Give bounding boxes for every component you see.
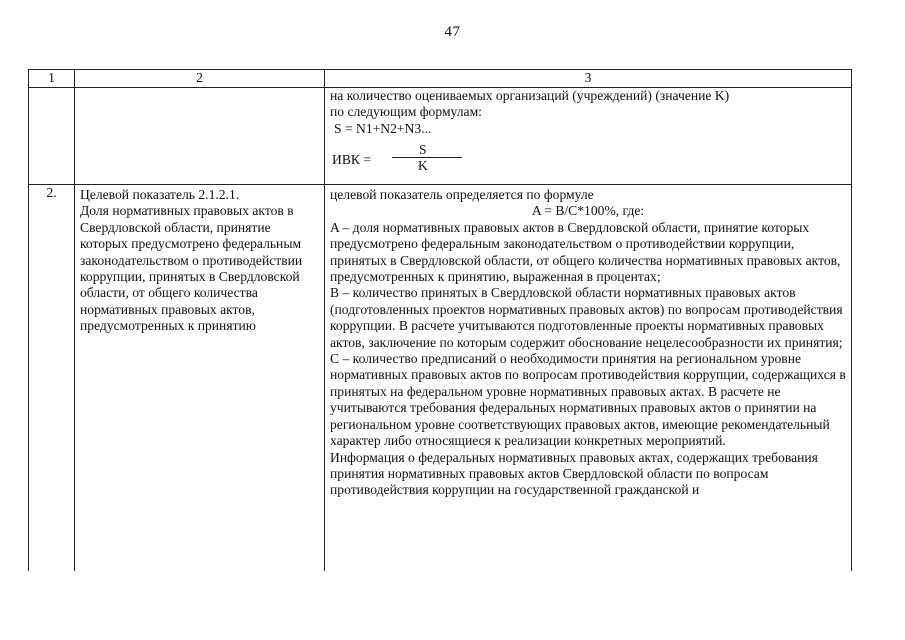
fraction-lhs: ИВК =	[332, 152, 372, 168]
indicator-table	[28, 69, 852, 571]
continuation-method-cell	[325, 88, 852, 185]
calculation-method-cell	[325, 185, 852, 572]
continuation-indicator-cell	[75, 88, 325, 185]
indicator-title: Целевой показатель 2.1.2.1.	[80, 187, 240, 202]
main-formula: A = B/C*100%, где:	[531, 203, 645, 219]
column-header-3: 3	[325, 70, 852, 88]
fraction-numerator: S	[419, 142, 427, 158]
indicator-description: Доля нормативных правовых актов в Свердловской области, принятие которых предусмотрено федеральным законодательством о противодействии коррупции, принятых в Свердловской области, от общего количества нормативных правовых актов, предусмотренных к принятию	[80, 203, 303, 334]
definition-a: A – доля нормативных правовых актов в Свердловской области, принятие которых предусмотрено федеральным законодательством о противодействии коррупции, принятых в Свердловской области, от общего количества нормативных правовых актов, предусмотренных к принятию, выраженная в процентах;	[330, 219, 841, 285]
federal-acts-information: Информация о федеральных нормативных правовых актах, содержащих требования принятия нормативных правовых актов Свердловской области по вопросам противодействия коррупции на государственной гражданской и	[330, 449, 818, 498]
method-text-line: по следующим формулам:	[330, 104, 482, 120]
table-row-item-2	[29, 185, 852, 572]
item-number: 2.	[29, 185, 75, 572]
sum-formula: S = N1+N2+N3...	[334, 120, 432, 136]
ivk-fraction-formula	[330, 143, 846, 177]
column-header-1: 1	[29, 70, 75, 88]
page-number: 47	[444, 24, 461, 40]
fraction-denominator: K	[418, 158, 428, 174]
table-header-row	[29, 70, 852, 88]
table-row-continuation	[29, 88, 852, 185]
continuation-number-cell	[29, 88, 75, 185]
indicator-cell	[75, 185, 325, 572]
column-header-2: 2	[75, 70, 325, 88]
definition-c: C – количество предписаний о необходимости принятия на региональном уровне нормативных правовых актов по вопросам противодействия коррупции, содержащихся в принятых на федеральном уровне нормативных правовых актах. В расчете не учитываются требования федеральных нормативных правовых актов о принятии на региональном уровне соответствующих правовых актов, имеющие рекомендательный характер либо относящиеся к реализации конкретных мероприятий.	[330, 351, 846, 449]
method-text-line: на количество оцениваемых организаций (учреждений) (значение K)	[330, 88, 730, 103]
definition-b: B – количество принятых в Свердловской области нормативных правовых актов (подготовленных проектов нормативных правовых актов) по вопросам противодействия коррупции. В расчете учитываются подготовленные проекты нормативных правовых актов, заключение по которым содержит обоснование нецелесообразности их принятия;	[330, 285, 843, 350]
method-intro: целевой показатель определяется по формуле	[330, 187, 594, 202]
